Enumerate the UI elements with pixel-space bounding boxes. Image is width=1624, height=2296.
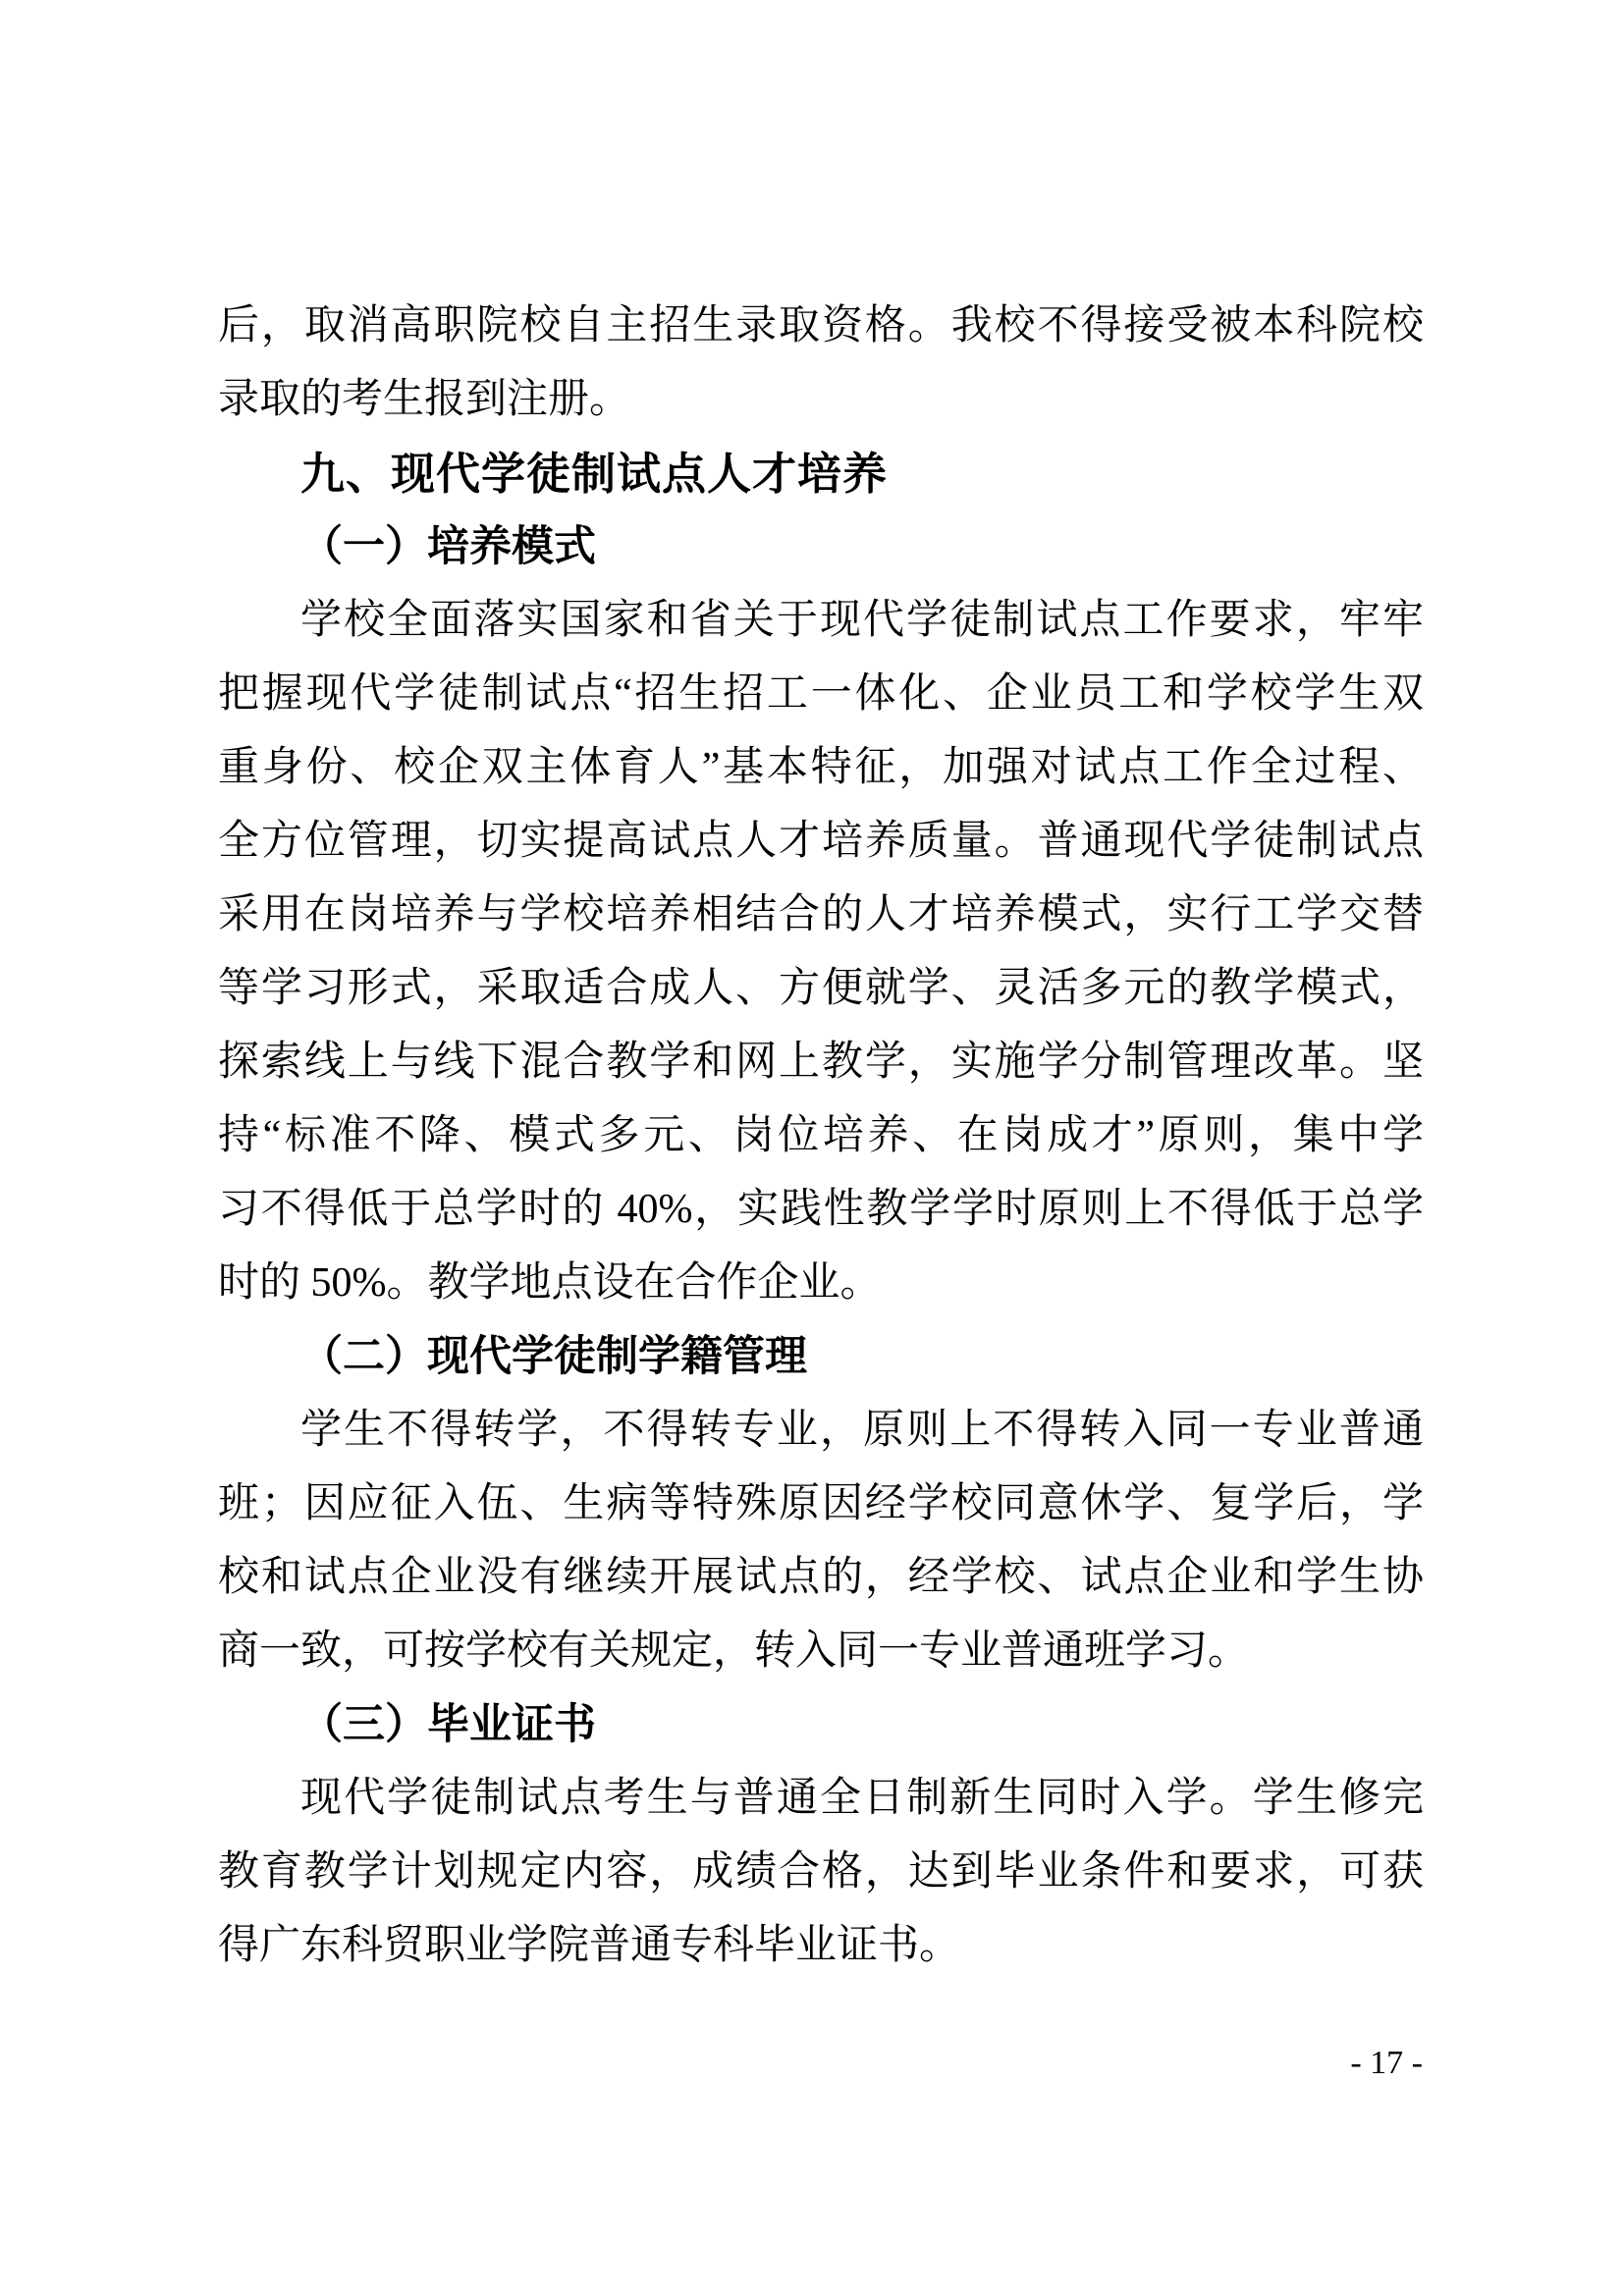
text-line: 商一致，可按学校有关规定，转入同一专业普通班学习。	[218, 1629, 1250, 1674]
text-line: 后，取消高职院校自主招生录取资格。我校不得接受被本科院校	[218, 303, 1424, 348]
text-line: 全方位管理，切实提高试点人才培养质量。普通现代学徒制试点	[218, 819, 1424, 864]
text-line: 学校全面落实国家和省关于现代学徒制试点工作要求，牢牢	[300, 598, 1424, 643]
text-line: 习不得低于总学时的 40%，实践性教学学时原则上不得低于总学	[218, 1187, 1424, 1232]
section-heading: 九、现代学徒制试点人才培养	[300, 449, 889, 499]
text-line: 时的 50%。教学地点设在合作企业。	[218, 1260, 882, 1306]
sub-heading: （二）现代学徒制学籍管理	[300, 1334, 807, 1380]
text-line: 班；因应征入伍、生病等特殊原因经学校同意休学、复学后，学	[218, 1481, 1424, 1526]
text-line: 现代学徒制试点考生与普通全日制新生同时入学。学生修完	[300, 1776, 1424, 1821]
sub-heading: （三）毕业证书	[300, 1702, 596, 1748]
text-line: 教育教学计划规定内容，成绩合格，达到毕业条件和要求，可获	[218, 1849, 1424, 1895]
text-line: 重身份、校企双主体育人”基本特征，加强对试点工作全过程、	[218, 745, 1424, 790]
text-line: 录取的考生报到注册。	[218, 377, 631, 422]
page-number: - 17 -	[1350, 2045, 1423, 2081]
text-line: 学生不得转学，不得转专业，原则上不得转入同一专业普通	[300, 1408, 1424, 1453]
text-line: 探索线上与线下混合教学和网上教学，实施学分制管理改革。坚	[218, 1040, 1424, 1085]
text-line: 采用在岗培养与学校培养相结合的人才培养模式，实行工学交替	[218, 892, 1424, 937]
page-footer	[1350, 2044, 1423, 2083]
text-line: 得广东科贸职业学院普通专科毕业证书。	[218, 1923, 961, 1968]
text-line: 等学习形式，采取适合成人、方便就学、灵活多元的教学模式，	[218, 966, 1424, 1011]
text-line: 持“标准不降、模式多元、岗位培养、在岗成才”原则，集中学	[218, 1113, 1424, 1158]
sub-heading: （一）培养模式	[300, 524, 596, 570]
document-body	[218, 290, 1424, 1983]
text-line: 把握现代学徒制试点“招生招工一体化、企业员工和学校学生双	[218, 671, 1424, 717]
text-line: 校和试点企业没有继续开展试点的，经学校、试点企业和学生协	[218, 1555, 1424, 1600]
